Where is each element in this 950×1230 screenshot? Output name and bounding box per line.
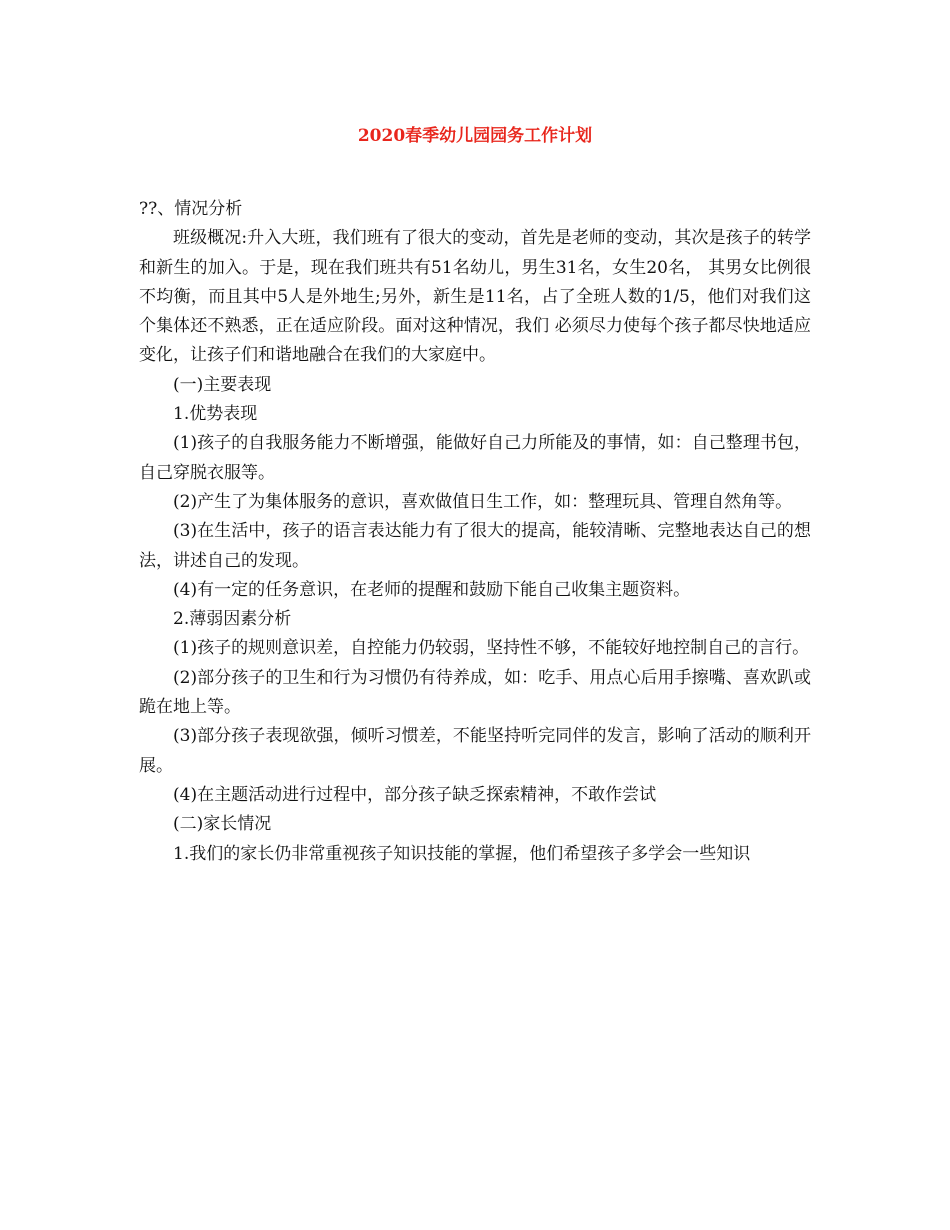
- subheading-weaknesses: 2.薄弱因素分析: [173, 609, 292, 630]
- list-item-weakness-1: (1)孩子的规则意识差，自控能力仍较弱，坚持性不够，不能较好地控制自己的言行。: [173, 638, 810, 659]
- list-item-strength-2: (2)产生了为集体服务的意识，喜欢做值日生工作，如：整理玩具、管理自然角等。: [173, 491, 793, 512]
- paragraph-class-overview: 班级概况:升入大班，我们班有了很大的变动，首先是老师的变动，其次是孩子的转学和新生的加入。于是，现在我们班共有51名幼儿，男生31名，女生20名， 其男女比例很不均衡，而且其中5人是外地生;另外，新生是11名，占了全班人数的1/5，他们对我们这个集体还不熟悉，正在适应阶段。面对这种情况，我们 必须尽力使每个孩子都尽快地适应变化，让孩子们和谐地融合在我们的大家庭中。: [139, 228, 811, 366]
- section-heading: ??、情况分析: [139, 199, 243, 219]
- list-item-strength-3: (3)在生活中，孩子的语言表达能力有了很大的提高，能较清晰、完整地表达自己的想法，讲述自己的发现。: [139, 521, 811, 571]
- document-body: [139, 195, 811, 869]
- list-item-weakness-3: (3)部分孩子表现欲强，倾听习惯差，不能坚持听完同伴的发言，影响了活动的顺利开展。: [139, 726, 811, 776]
- list-item-weakness-4: (4)在主题活动进行过程中，部分孩子缺乏探索精神，不敢作尝试: [173, 784, 657, 805]
- list-item-strength-4: (4)有一定的任务意识，在老师的提醒和鼓励下能自己收集主题资料。: [173, 579, 691, 600]
- list-item-parents-1: 1.我们的家长仍非常重视孩子知识技能的掌握，他们希望孩子多学会一些知识: [173, 843, 751, 864]
- list-item-weakness-2: (2)部分孩子的卫生和行为习惯仍有待养成，如：吃手、用点心后用手擦嘴、喜欢趴或跪在地上等。: [139, 667, 811, 718]
- subheading-main-performance: (一)主要表现: [173, 374, 272, 395]
- subheading-parents: (二)家长情况: [173, 814, 272, 835]
- document-title: 2020春季幼儿园园务工作计划: [357, 126, 593, 146]
- list-item-strength-1: (1)孩子的自我服务能力不断增强，能做好自己力所能及的事情，如：自己整理书包，自己穿脱衣服等。: [139, 433, 811, 483]
- subheading-strengths: 1.优势表现: [173, 404, 258, 425]
